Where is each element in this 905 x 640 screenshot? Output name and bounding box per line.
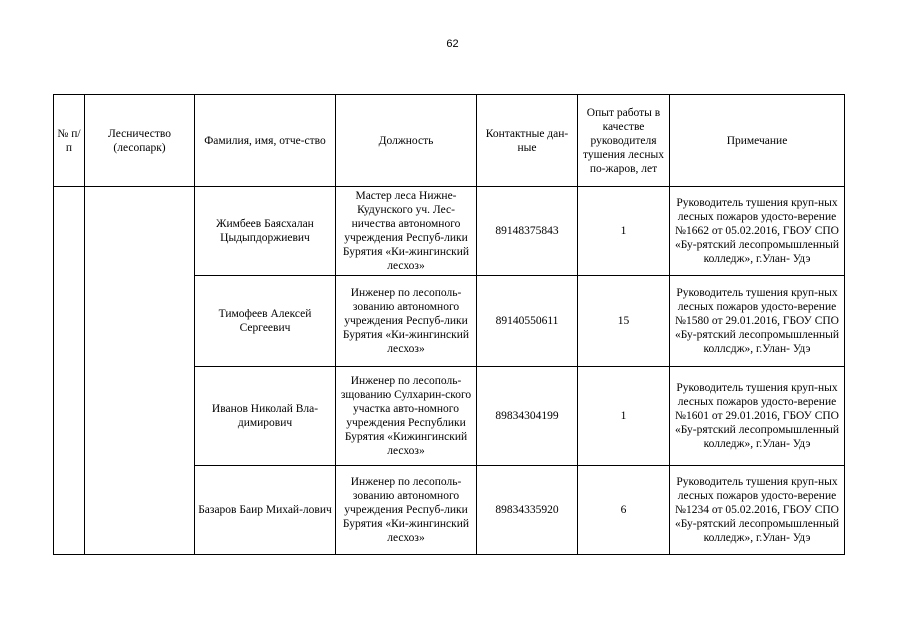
note-cell: Руководитель тушения круп-ных лесных пожаров удосто-верение №1580 от 29.01.2016, ГБОУ СПО «Бу-рятский лесопромышленный коллсдж», г.Улан- Удэ [670,276,845,367]
header-position: Должность [336,95,477,187]
table-row [54,187,845,276]
position-cell: Мастер леса Нижне-Кудунского уч. Лес-ничества автономного учреждения Респуб-лики Бурятия «Ки-жингинский лесхоз» [336,187,477,276]
num-cell [54,187,85,555]
contact-cell: 89834304199 [477,367,578,466]
experience-cell: 1 [578,187,670,276]
note-cell: Руководитель тушения круп-ных лесных пожаров удосто-верение №1601 от 29.01.2016, ГБОУ СПО «Бу-рятский лесопромышленный колледж», г.Улан- Удэ [670,367,845,466]
contact-cell: 89140550611 [477,276,578,367]
header-contacts: Контактные дан-ные [477,95,578,187]
contact-cell: 89148375843 [477,187,578,276]
page-number: 62 [446,38,459,50]
experience-cell: 15 [578,276,670,367]
note-cell: Руководитель тушения круп-ных лесных пожаров удосто-верение №1662 от 05.02.2016, ГБОУ СПО «Бу-рятский лесопромышленный колледж», г.Улан- Удэ [670,187,845,276]
name-cell: Иванов Николай Вла-димирович [195,367,336,466]
name-cell: Тимофеев Алексей Сергеевич [195,276,336,367]
position-cell: Инженер по лесополь-зованию автономного учреждения Респуб-лики Бурятия «Ки-жингинский лесхоз» [336,466,477,555]
name-cell: Базаров Баир Михай-лович [195,466,336,555]
experience-cell: 1 [578,367,670,466]
header-name: Фамилия, имя, отче-ство [195,95,336,187]
header-experience: Опыт работы в качестве руководителя тушения лесных по-жаров, лет [578,95,670,187]
header-num: № п/п [54,95,85,187]
note-cell: Руководитель тушения круп-ных лесных пожаров удосто-верение №1234 от 05.02.2016, ГБОУ СПО «Бу-рятский лесопромышленный колледж», г.Улан- Удэ [670,466,845,555]
forest-fire-leaders-table [53,94,845,555]
position-cell: Инженер по лесополь-зщованию Сулхарин-ского участка авто-номного учреждения Республики Бурятия «Кижингинский лесхоз» [336,367,477,466]
position-cell: Инженер по лесополь-зованию автономного учреждения Респуб-лики Бурятия «Ки-жингинский лесхоз» [336,276,477,367]
name-cell: Жимбеев Баясхалан Цыдыпдоржиевич [195,187,336,276]
contact-cell: 89834335920 [477,466,578,555]
table-header-row [54,95,845,187]
forestry-cell [85,187,195,555]
header-note: Примечание [670,95,845,187]
header-forestry: Лесничество (лесопарк) [85,95,195,187]
experience-cell: 6 [578,466,670,555]
